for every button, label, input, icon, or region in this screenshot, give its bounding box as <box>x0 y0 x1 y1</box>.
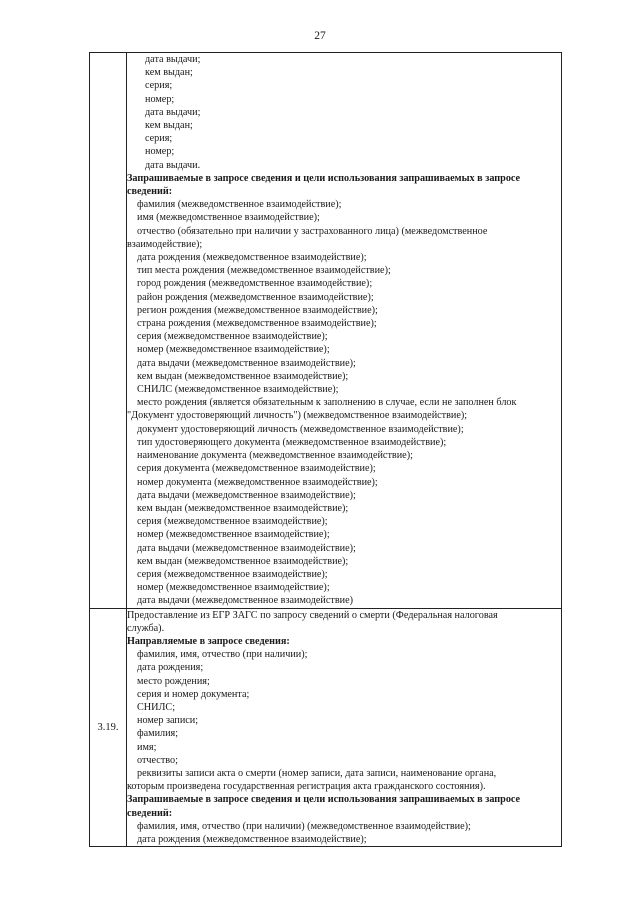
text-line: тип удостоверяющего документа (межведомственное взаимодействие); <box>137 436 447 448</box>
text-line: Предоставление из ЕГР ЗАГС по запросу сведений о смерти (Федеральная налоговая <box>127 609 498 621</box>
text-line: отчество (обязательно при наличии у застрахованного лица) (межведомственное <box>137 225 488 237</box>
text-line: служба). <box>127 622 165 634</box>
table-row <box>90 53 562 609</box>
text-line: номер документа (межведомственное взаимодействие); <box>137 476 378 488</box>
text-line: Запрашиваемые в запросе сведения и цели использования запрашиваемых в запросе <box>127 794 521 806</box>
text-line: регион рождения (межведомственное взаимодействие); <box>137 304 378 316</box>
text-line: серия документа (межведомственное взаимодействие); <box>137 463 376 475</box>
text-line: страна рождения (межведомственное взаимодействие); <box>137 318 377 330</box>
text-line: тип места рождения (межведомственное взаимодействие); <box>137 265 391 277</box>
text-line: дата рождения (межведомственное взаимодействие); <box>137 833 367 845</box>
text-line: дата выдачи (межведомственное взаимодействие); <box>137 542 356 554</box>
text-line: дата выдачи (межведомственное взаимодействие); <box>137 357 356 369</box>
text-line: номер записи; <box>137 715 199 727</box>
document-table <box>89 52 562 847</box>
text-line: дата выдачи; <box>145 54 201 65</box>
text-line: взаимодействие); <box>127 238 203 250</box>
text-line: кем выдан (межведомственное взаимодействие); <box>137 370 349 382</box>
text-line: сведений: <box>127 807 173 819</box>
text-line: серия (межведомственное взаимодействие); <box>137 331 328 343</box>
table-row <box>90 608 562 847</box>
text-line: имя (межведомственное взаимодействие); <box>137 212 320 224</box>
text-line: место рождения (является обязательным к заполнению в случае, если не заполнен блок <box>137 397 517 409</box>
row-number: 3.19. <box>90 608 127 847</box>
text-line: серия (межведомственное взаимодействие); <box>137 516 328 528</box>
text-line: которым произведена государственная регистрация акта гражданского состояния). <box>127 781 486 793</box>
text-line: Направляемые в запросе сведения: <box>127 635 290 647</box>
text-line: город рождения (межведомственное взаимодействие); <box>137 278 373 290</box>
text-line: СНИЛС; <box>137 701 176 713</box>
text-line: серия (межведомственное взаимодействие); <box>137 568 328 580</box>
text-line: реквизиты записи акта о смерти (номер записи, дата записи, наименование органа, <box>137 767 497 779</box>
text-line: кем выдан (межведомственное взаимодействие); <box>137 555 349 567</box>
text-line: дата выдачи; <box>145 106 201 118</box>
row-number <box>90 53 127 609</box>
text-line: серия и номер документа; <box>137 688 250 700</box>
text-line: фамилия; <box>137 728 179 740</box>
text-line: дата рождения (межведомственное взаимодействие); <box>137 252 367 264</box>
text-line: кем выдан; <box>145 67 193 79</box>
text-line: дата рождения; <box>137 662 204 674</box>
text-line: место рождения; <box>137 675 210 687</box>
text-line: серия; <box>145 133 173 145</box>
row-content <box>127 53 562 609</box>
text-line: "Документ удостоверяющий личность") (межведомственное взаимодействие); <box>127 410 468 422</box>
text-line: документ удостоверяющий личность (межведомственное взаимодействие); <box>137 423 464 435</box>
text-line: дата выдачи (межведомственное взаимодействие); <box>137 489 356 501</box>
text-line: имя; <box>137 741 157 753</box>
text-line: дата выдачи (межведомственное взаимодействие) <box>137 595 354 607</box>
text-line: номер (межведомственное взаимодействие); <box>137 344 330 356</box>
text-line: кем выдан (межведомственное взаимодействие); <box>137 502 349 514</box>
text-line: номер; <box>145 93 175 105</box>
text-line: отчество; <box>137 754 178 766</box>
text-line: номер (межведомственное взаимодействие); <box>137 529 330 541</box>
page-number: 27 <box>314 30 326 42</box>
text-line: дата выдачи. <box>145 159 201 171</box>
row-content <box>127 608 562 847</box>
text-line: номер (межведомственное взаимодействие); <box>137 582 330 594</box>
text-line: номер; <box>145 146 175 158</box>
text-line: фамилия, имя, отчество (при наличии); <box>137 649 308 661</box>
text-line: серия; <box>145 80 173 92</box>
text-line: район рождения (межведомственное взаимодействие); <box>137 291 374 303</box>
text-line: СНИЛС (межведомственное взаимодействие); <box>137 384 339 396</box>
text-line: сведений: <box>127 186 173 198</box>
text-line: кем выдан; <box>145 120 193 132</box>
text-line: фамилия, имя, отчество (при наличии) (межведомственное взаимодействие); <box>137 820 471 832</box>
text-line: наименование документа (межведомственное взаимодействие); <box>137 450 413 462</box>
text-line: фамилия (межведомственное взаимодействие); <box>137 199 342 211</box>
text-line: Запрашиваемые в запросе сведения и цели использования запрашиваемых в запросе <box>127 172 521 184</box>
